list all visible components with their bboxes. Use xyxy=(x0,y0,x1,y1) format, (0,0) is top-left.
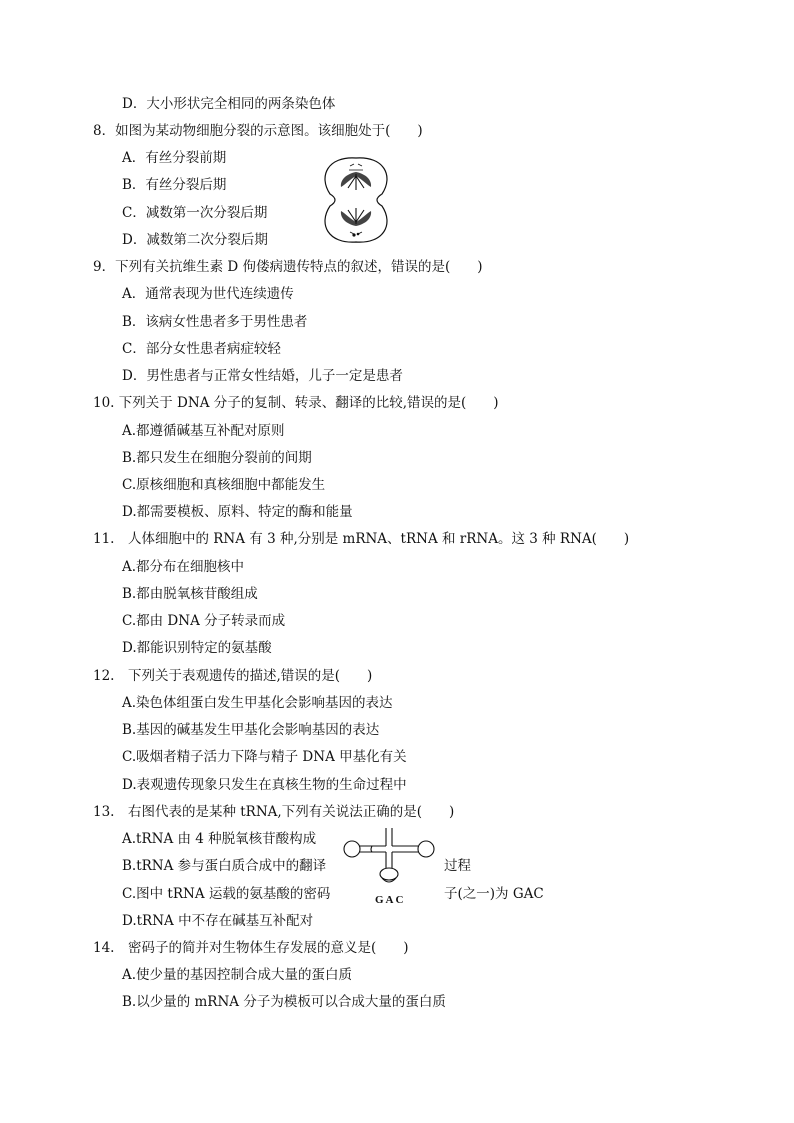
q8-option-b: B．有丝分裂后期 xyxy=(122,177,227,193)
q13-option-d: D.tRNA 中不存在碱基互补配对 xyxy=(122,913,314,929)
q13-stem: 13. 右图代表的是某种 tRNA,下列有关说法正确的是( ) xyxy=(93,804,455,820)
trna-cloverleaf-figure xyxy=(342,826,438,896)
q14-option-a: A.使少量的基因控制合成大量的蛋白质 xyxy=(122,967,353,983)
trna-anticodon-label: GAC xyxy=(375,894,406,906)
q11-option-c: C.都由 DNA 分子转录而成 xyxy=(122,613,286,629)
q9-option-a: A．通常表现为世代连续遗传 xyxy=(122,286,294,302)
q11-option-a: A.都分布在细胞核中 xyxy=(122,559,245,575)
q13-option-b-right: 过程 xyxy=(444,858,471,874)
q13-option-c-left: C.图中 tRNA 运载的氨基酸的密码 xyxy=(122,886,331,902)
q12-stem: 12. 下列关于表观遗传的描述,错误的是( ) xyxy=(93,668,373,684)
q10-option-a: A.都遵循碱基互补配对原则 xyxy=(122,423,285,439)
q8-stem: 8．如图为某动物细胞分裂的示意图。该细胞处于( ) xyxy=(93,123,423,139)
q9-stem: 9．下列有关抗维生素 D 佝偻病遗传特点的叙述，错误的是( ) xyxy=(93,259,483,275)
q11-option-b: B.都由脱氧核苷酸组成 xyxy=(122,586,258,602)
q9-option-b: B．该病女性患者多于男性患者 xyxy=(122,314,308,330)
q10-option-b: B.都只发生在细胞分裂前的间期 xyxy=(122,450,312,466)
q8-option-c: C．减数第一次分裂后期 xyxy=(122,205,268,221)
cell-division-figure xyxy=(316,154,396,246)
q13-option-c-right: 子(之一)为 GAC xyxy=(444,886,544,902)
q9-option-c: C．部分女性患者病症较轻 xyxy=(122,341,281,357)
q12-option-c: C.吸烟者精子活力下降与精子 DNA 甲基化有关 xyxy=(122,749,407,765)
q12-option-a: A.染色体组蛋白发生甲基化会影响基因的表达 xyxy=(122,695,393,711)
q8-option-a: A．有丝分裂前期 xyxy=(122,150,227,166)
q10-option-d: D.都需要模板、原料、特定的酶和能量 xyxy=(122,504,353,520)
q14-stem: 14. 密码子的简并对生物体生存发展的意义是( ) xyxy=(93,940,409,956)
q11-option-d: D.都能识别特定的氨基酸 xyxy=(122,640,272,656)
q10-option-c: C.原核细胞和真核细胞中都能发生 xyxy=(122,477,326,493)
q14-option-b: B.以少量的 mRNA 分子为模板可以合成大量的蛋白质 xyxy=(122,994,446,1010)
q12-option-d: D.表观遗传现象只发生在真核生物的生命过程中 xyxy=(122,777,407,793)
q13-option-b-left: B.tRNA 参与蛋白质合成中的翻译 xyxy=(122,858,327,874)
q7-option-d: D．大小形状完全相同的两条染色体 xyxy=(122,96,336,112)
q12-option-b: B.基因的碱基发生甲基化会影响基因的表达 xyxy=(122,722,380,738)
q9-option-d: D．男性患者与正常女性结婚，儿子一定是患者 xyxy=(122,368,403,384)
q11-stem: 11. 人体细胞中的 RNA 有 3 种,分别是 mRNA、tRNA 和 rRNA。这 3 种 RNA( ) xyxy=(93,531,630,547)
q13-option-a: A.tRNA 由 4 种脱氧核苷酸构成 xyxy=(122,831,317,847)
q10-stem: 10. 下列关于 DNA 分子的复制、转录、翻译的比较,错误的是( ) xyxy=(93,395,499,411)
q8-option-d: D．减数第二次分裂后期 xyxy=(122,232,268,248)
